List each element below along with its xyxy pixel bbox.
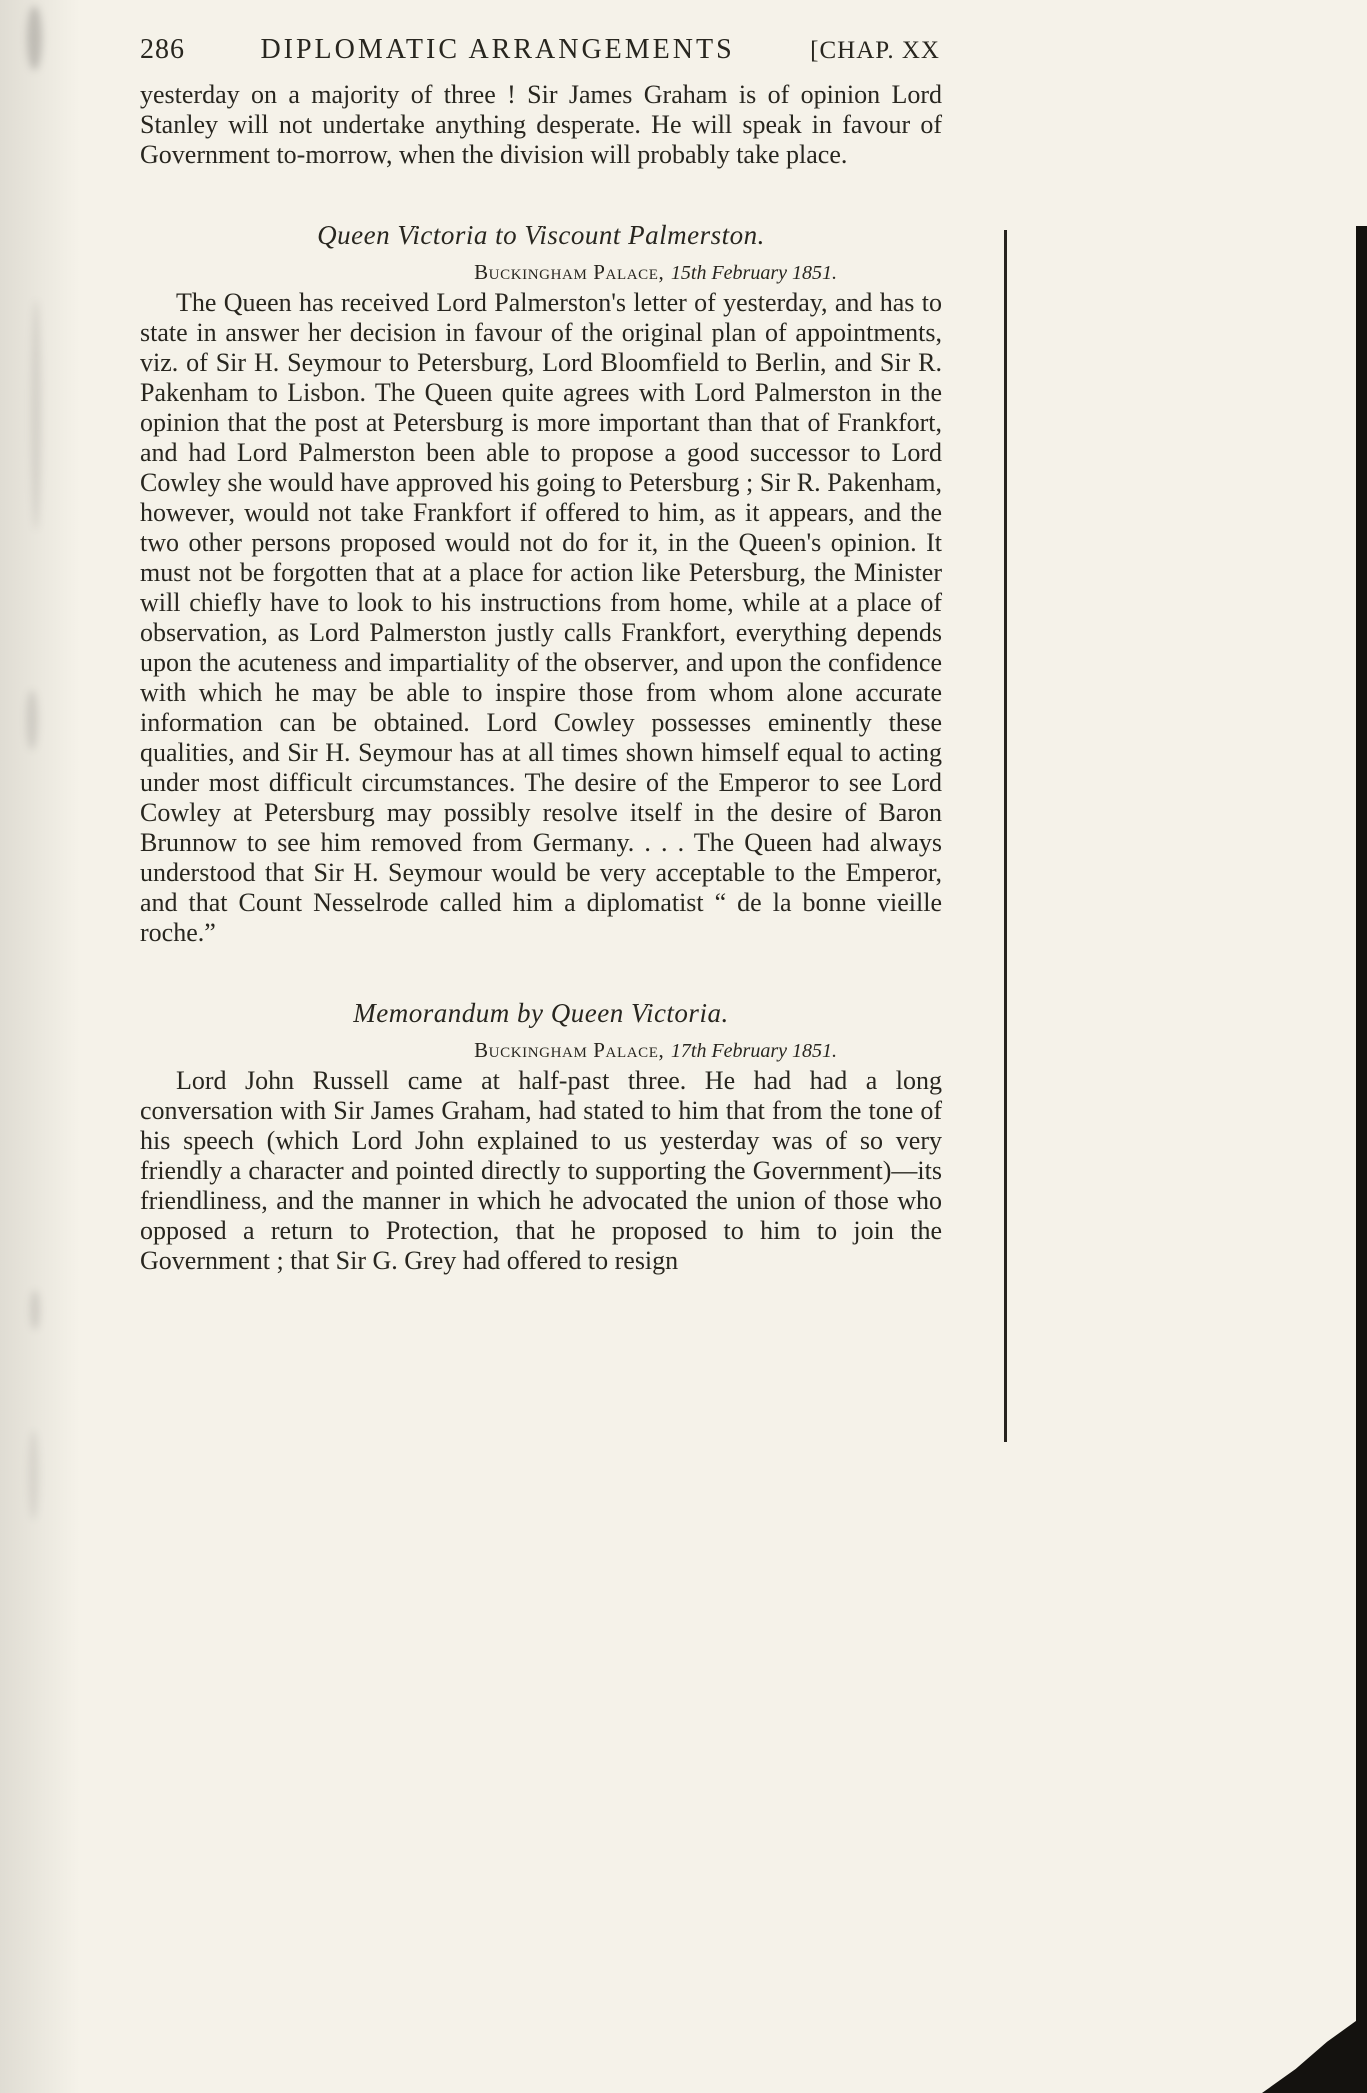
dateline-date: 17th February 1851. xyxy=(670,1040,837,1062)
chapter-marker: [CHAP. XX xyxy=(810,37,940,64)
letter-body: The Queen has received Lord Palmerston's letter of yesterday, and has to state in answer her decision in favour of the original plan of appointments, viz. of Sir H. Seymour to Petersburg, Lord Bloomfield to Berlin, and Sir R. Pakenham to Lisbon. The Queen quite agrees with Lord Palmerston in the opinion that the post at Petersburg is more important than that of Frankfort, and had Lord Palmerston been able to propose a good successor to Lord Cowley she would have approved his going to Petersburg ; Sir R. Pakenham, however, would not take Frankfort if offered to him, as it appears, and the two other persons proposed would not do for it, in the Queen's opinion. It must not be forgotten that at a place for action like Petersburg, the Minister will chiefly have to look to his instructions from home, while at a place of observation, as Lord Palmerston justly calls Frankfort, everything depends upon the acuteness and impartiality of the observer, and upon the confidence with which he may be able to inspire those from whom alone accurate information can be obtained. Lord Cowley possesses eminently these qualities, and Sir H. Seymour has at all times shown himself equal to acting under most difficult circumstances. The desire of the Emperor to see Lord Cowley at Petersburg may possibly resolve itself in the desire of Baron Brunnow to see him removed from Germany. . . . The Queen had always understood that Sir H. Seymour would be very acceptable to the Emperor, and that Count Nesselrode called him a diplomatist “ de la bonne vieille roche.” xyxy=(140,288,942,947)
scan-smudge xyxy=(28,1430,39,1520)
dateline-place: Buckingham Palace, xyxy=(474,260,665,284)
scan-smudge xyxy=(27,6,42,70)
scan-page-edge-bar xyxy=(1356,226,1367,2093)
dateline xyxy=(140,258,942,286)
scan-smudge xyxy=(26,690,38,750)
letter-heading: Queen Victoria to Viscount Palmerston. xyxy=(317,220,765,250)
scan-corner-mark xyxy=(1262,2013,1367,2093)
running-title: DIPLOMATIC ARRANGEMENTS xyxy=(260,34,735,65)
memorandum-by-queen-victoria xyxy=(140,998,942,1276)
letter-queen-to-palmerston xyxy=(140,220,942,948)
letter-heading: Memorandum by Queen Victoria. xyxy=(353,998,729,1028)
dateline-date: 15th February 1851. xyxy=(670,262,837,284)
text-block xyxy=(140,80,942,1276)
letter-body: Lord John Russell came at half-past three. He had had a long conversation with Sir James Graham, had stated to him that from the tone of his speech (which Lord John explained to us yesterday was of so very friendly a character and pointed directly to supporting the Government)—its friendliness, and the manner in which he advocated the union of those who opposed a return to Protection, that he proposed to him to join the Government ; that Sir G. Grey had offered to resign xyxy=(140,1066,942,1275)
dateline xyxy=(140,1036,942,1064)
scan-smudge xyxy=(30,1290,40,1330)
scan-vertical-line xyxy=(1004,230,1007,1442)
page-number: 286 xyxy=(140,34,185,65)
scan-smudge xyxy=(31,300,41,530)
continuation-paragraph: yesterday on a majority of three ! Sir James Graham is of opinion Lord Stanley will not undertake anything desperate. He will speak in favour of Government to-morrow, when the division will probably take place. xyxy=(140,80,942,169)
dateline-place: Buckingham Palace, xyxy=(474,1038,665,1062)
running-head xyxy=(140,34,940,66)
scan-left-edge-shading xyxy=(0,0,80,2093)
